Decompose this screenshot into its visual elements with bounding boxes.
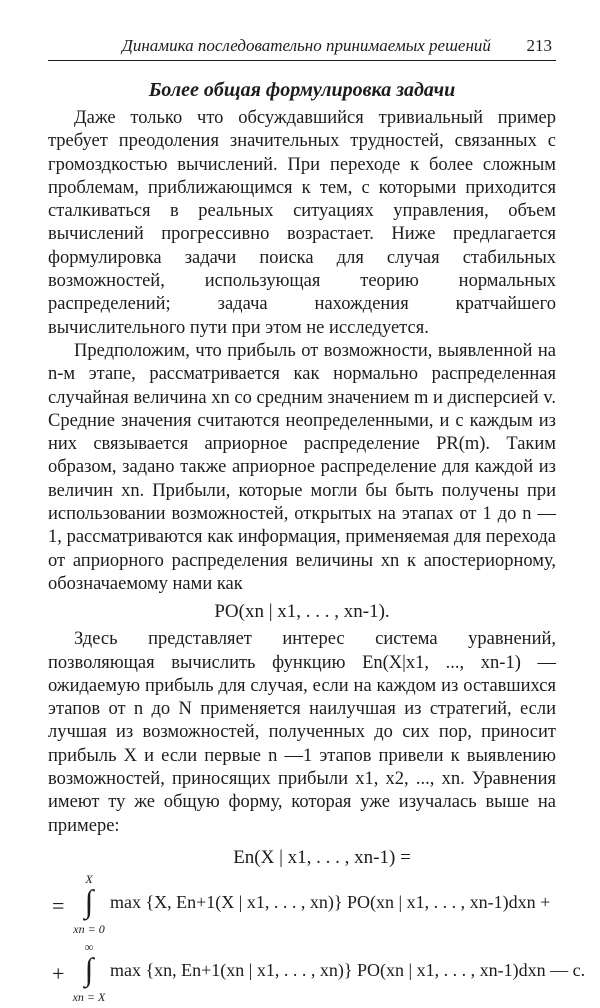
book-page xyxy=(48,34,586,1008)
integral-1 xyxy=(66,872,112,940)
body-text xyxy=(48,107,556,596)
integral-upper-limit: X xyxy=(85,871,93,886)
equation-head: En(X | x1, . . . , xn-1) = xyxy=(233,846,411,868)
paragraph-3: Здесь представляет интерес система уравнений, позволяющая вычислить функцию En(X|x1, ..., xn-1) — ожидаемую прибыль для случая, если на каждом из оставшихся этапов от n до N применяется наилучшая из стратегий, если лучшая из возможностей, полученных до сих пор, приносит прибыль X и если первые n —1 этапов привели к выявлению возможностей, приносящих прибыли x1, x2, ..., xn. Уравнения имеют ту же общую форму, которая уже изучалась выше на примере: xyxy=(48,629,556,836)
running-title: Динамика последовательно принимаемых решений xyxy=(122,36,491,55)
equals-operator: = xyxy=(52,892,65,918)
integrand-2: max {xn, En+1(xn | x1, . . . , xn)} PO(xn | x1, . . . , xn-1)dxn — c. xyxy=(110,959,586,980)
integral-2 xyxy=(66,940,112,1008)
posterior-formula: PO(xn | x1, . . . , xn-1). xyxy=(214,601,390,623)
page-number: 213 xyxy=(526,36,552,55)
integral-sign-icon: ∫ xyxy=(84,882,94,919)
equation-line-2 xyxy=(48,939,586,1008)
integral-lower-limit: xn = 0 xyxy=(73,921,105,936)
integral-sign-icon: ∫ xyxy=(84,950,94,987)
plus-operator: + xyxy=(52,960,65,986)
running-head xyxy=(48,34,556,61)
integrand-1: max {X, En+1(X | x1, . . . , xn)} PO(xn | x1, . . . , xn-1)dxn + xyxy=(110,891,551,912)
equation-line-1 xyxy=(48,872,556,940)
recurrence-equation xyxy=(48,844,586,1008)
body-text-2 xyxy=(48,628,556,838)
paragraph-1: Даже только что обсуждавшийся тривиальный пример требует преодоления значительных трудностей, связанных с громоздкостью вычислений. При переходе к более сложным проблемам, приближающимся к тем, с которыми приходится сталкиваться в реальных ситуациях управления, объем вычислений прогрессивно возрастает. Ниже предлагается формулировка задачи поиска для случая стабильных возможностей, использующая теорию нормальных распределений; задача нахождения кратчайшего вычислительного пути при этом не исследуется. xyxy=(48,108,556,338)
section-title: Более общая формулировка задачи xyxy=(148,79,456,101)
integral-lower-limit: xn = X xyxy=(72,989,106,1004)
paragraph-2: Предположим, что прибыль от возможности, выявленной на n-м этапе, рассматривается как нормально распределенная случайная величина xn со средним значением m и дисперсией v. Средние значения считаются неопределенными, и с каждым из них связывается априорное распределение PR(m). Таким образом, задано также априорное распределение для каждой из величин xn. Прибыли, которые могли бы быть получены при использовании возможностей, открытых на этапах от 1 до n — 1, рассматриваются как информация, применяемая для перехода от априорного распределения величины xn к апостериорному, обозначаемому нами как xyxy=(48,340,556,594)
integral-upper-limit: ∞ xyxy=(84,939,94,954)
